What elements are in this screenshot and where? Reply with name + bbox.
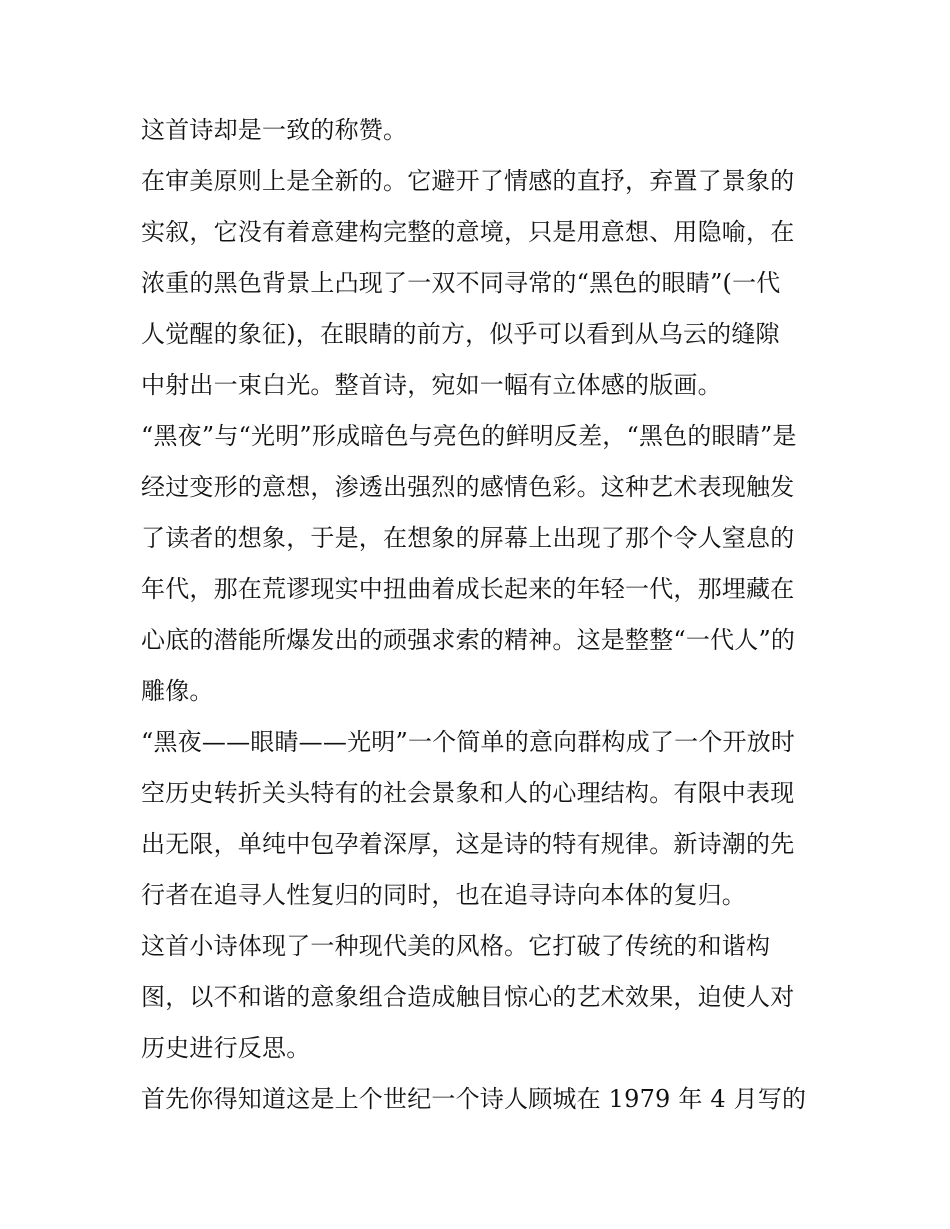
text-line: 行者在追寻人性复归的同时，也在追寻诗向本体的复归。: [141, 881, 746, 909]
text-line: 首先你得知道这是上个世纪一个诗人顾城在 1979 年 4 月写的: [141, 1085, 807, 1113]
text-line: “黑夜——眼睛——光明”一个简单的意向群构成了一个开放时: [141, 728, 796, 756]
text-line: “黑夜”与“光明”形成暗色与亮色的鲜明反差，“黑色的眼睛”是: [141, 422, 797, 450]
text-line: 图，以不和谐的意象组合造成触目惊心的艺术效果，迫使人对: [141, 983, 795, 1011]
text-line: 这首诗却是一致的称赞。: [141, 116, 408, 144]
paragraph-6: [141, 1074, 816, 1125]
paragraph-3: [141, 411, 816, 717]
text-line: 历史进行反思。: [141, 1034, 311, 1062]
text-line: 年代，那在荒谬现实中扭曲着成长起来的年轻一代，那埋藏在: [141, 575, 795, 603]
text-line: 经过变形的意想，渗透出强烈的感情色彩。这种艺术表现触发: [141, 473, 795, 501]
text-line: 实叙，它没有着意建构完整的意境，只是用意想、用隐喻，在: [141, 218, 795, 246]
document-body: [141, 105, 816, 1125]
text-line: 心底的潜能所爆发出的顽强求索的精神。这是整整“一代人”的: [141, 626, 796, 654]
text-line: 雕像。: [141, 677, 214, 705]
paragraph-4: [141, 717, 816, 921]
text-line: 中射出一束白光。整首诗，宛如一幅有立体感的版画。: [141, 371, 722, 399]
text-line: 出无限，单纯中包孕着深厚，这是诗的特有规律。新诗潮的先: [141, 830, 795, 858]
paragraph-5: [141, 921, 816, 1074]
text-line: 空历史转折关头特有的社会景象和人的心理结构。有限中表现: [141, 779, 795, 807]
text-line: 浓重的黑色背景上凸现了一双不同寻常的“黑色的眼睛”(一代: [141, 269, 781, 297]
text-line: 这首小诗体现了一种现代美的风格。它打破了传统的和谐构: [141, 932, 771, 960]
text-line: 在审美原则上是全新的。它避开了情感的直抒，弃置了景象的: [141, 167, 795, 195]
paragraph-2: [141, 156, 816, 411]
text-line: 人觉醒的象征)，在眼睛的前方，似乎可以看到从乌云的缝隙: [141, 320, 780, 348]
text-line: 了读者的想象，于是，在想象的屏幕上出现了那个令人窒息的: [141, 524, 795, 552]
paragraph-1: [141, 105, 816, 156]
